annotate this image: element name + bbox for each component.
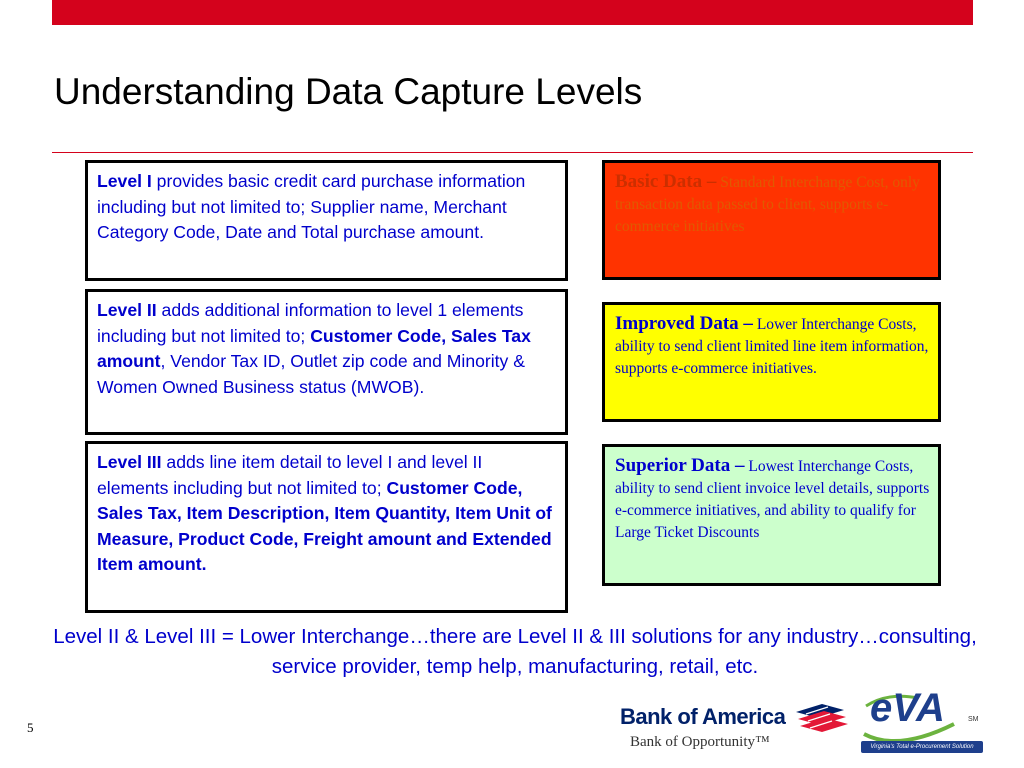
level-2-name: Level II: [97, 300, 157, 320]
summary-text: Level II & Level III = Lower Interchange…there are Level II & III solutions for any industry…consulting, service provider, temp help, manufacturing, retail, etc.: [53, 625, 977, 678]
improved-data-heading: Improved Data –: [615, 313, 753, 334]
eva-logo: [858, 686, 986, 756]
level-1-text: provides basic credit card purchase information including but not limited to; Supplier name, Merchant Category Code, Date and Total purchase amount.: [97, 171, 526, 243]
level-3-text: adds line item detail to level I and level II elements including but not limited to;: [97, 452, 483, 498]
eva-wordmark: eVA: [870, 686, 945, 730]
level-3-name: Level III: [97, 452, 162, 472]
eva-service-mark: SM: [968, 716, 979, 723]
level-3-bold-fields: Customer Code, Sales Tax, Item Description, Item Quantity, Item Unit of Measure, Product Code, Freight amount and Extended Item amount.: [97, 477, 552, 575]
boa-tagline: Bank of Opportunity™: [630, 734, 770, 750]
top-accent-bar: [52, 0, 973, 25]
improved-data-text: Lower Interchange Costs, ability to send client limited line item information, supports e-commerce initiatives.: [615, 316, 929, 377]
level-2-box: [85, 289, 568, 435]
level-2-text: adds additional information to level 1 elements including but not limited to;: [97, 300, 524, 346]
title-divider: [52, 152, 973, 153]
level-3-box: [85, 441, 568, 613]
page-number: 5: [27, 720, 34, 735]
eva-tagline: Virginia's Total e-Procurement Solution: [861, 741, 983, 753]
basic-data-box: [602, 160, 941, 280]
superior-data-box: [602, 444, 941, 586]
boa-flag-icon: [792, 702, 848, 732]
bank-of-america-logo: [620, 700, 850, 756]
improved-data-box: [602, 302, 941, 422]
level-2-text-rest: , Vendor Tax ID, Outlet zip code and Minority & Women Owned Business status (MWOB).: [97, 351, 525, 397]
level-1-box: [85, 160, 568, 281]
basic-data-text: Standard Interchange Cost, only transaction data passed to client, supports e-commerce initiatives: [615, 174, 920, 235]
superior-data-heading: Superior Data –: [615, 455, 745, 476]
superior-data-text: Lowest Interchange Costs, ability to send client invoice level details, supports e-commerce initiatives, and ability to qualify for Large Ticket Discounts: [615, 458, 930, 541]
level-2-bold-fields: Customer Code, Sales Tax amount: [97, 325, 531, 372]
level-1-name: Level I: [97, 171, 152, 191]
boa-wordmark: Bank of America: [620, 704, 786, 729]
basic-data-heading: Basic Data –: [615, 171, 717, 192]
slide-title: Understanding Data Capture Levels: [54, 71, 643, 112]
